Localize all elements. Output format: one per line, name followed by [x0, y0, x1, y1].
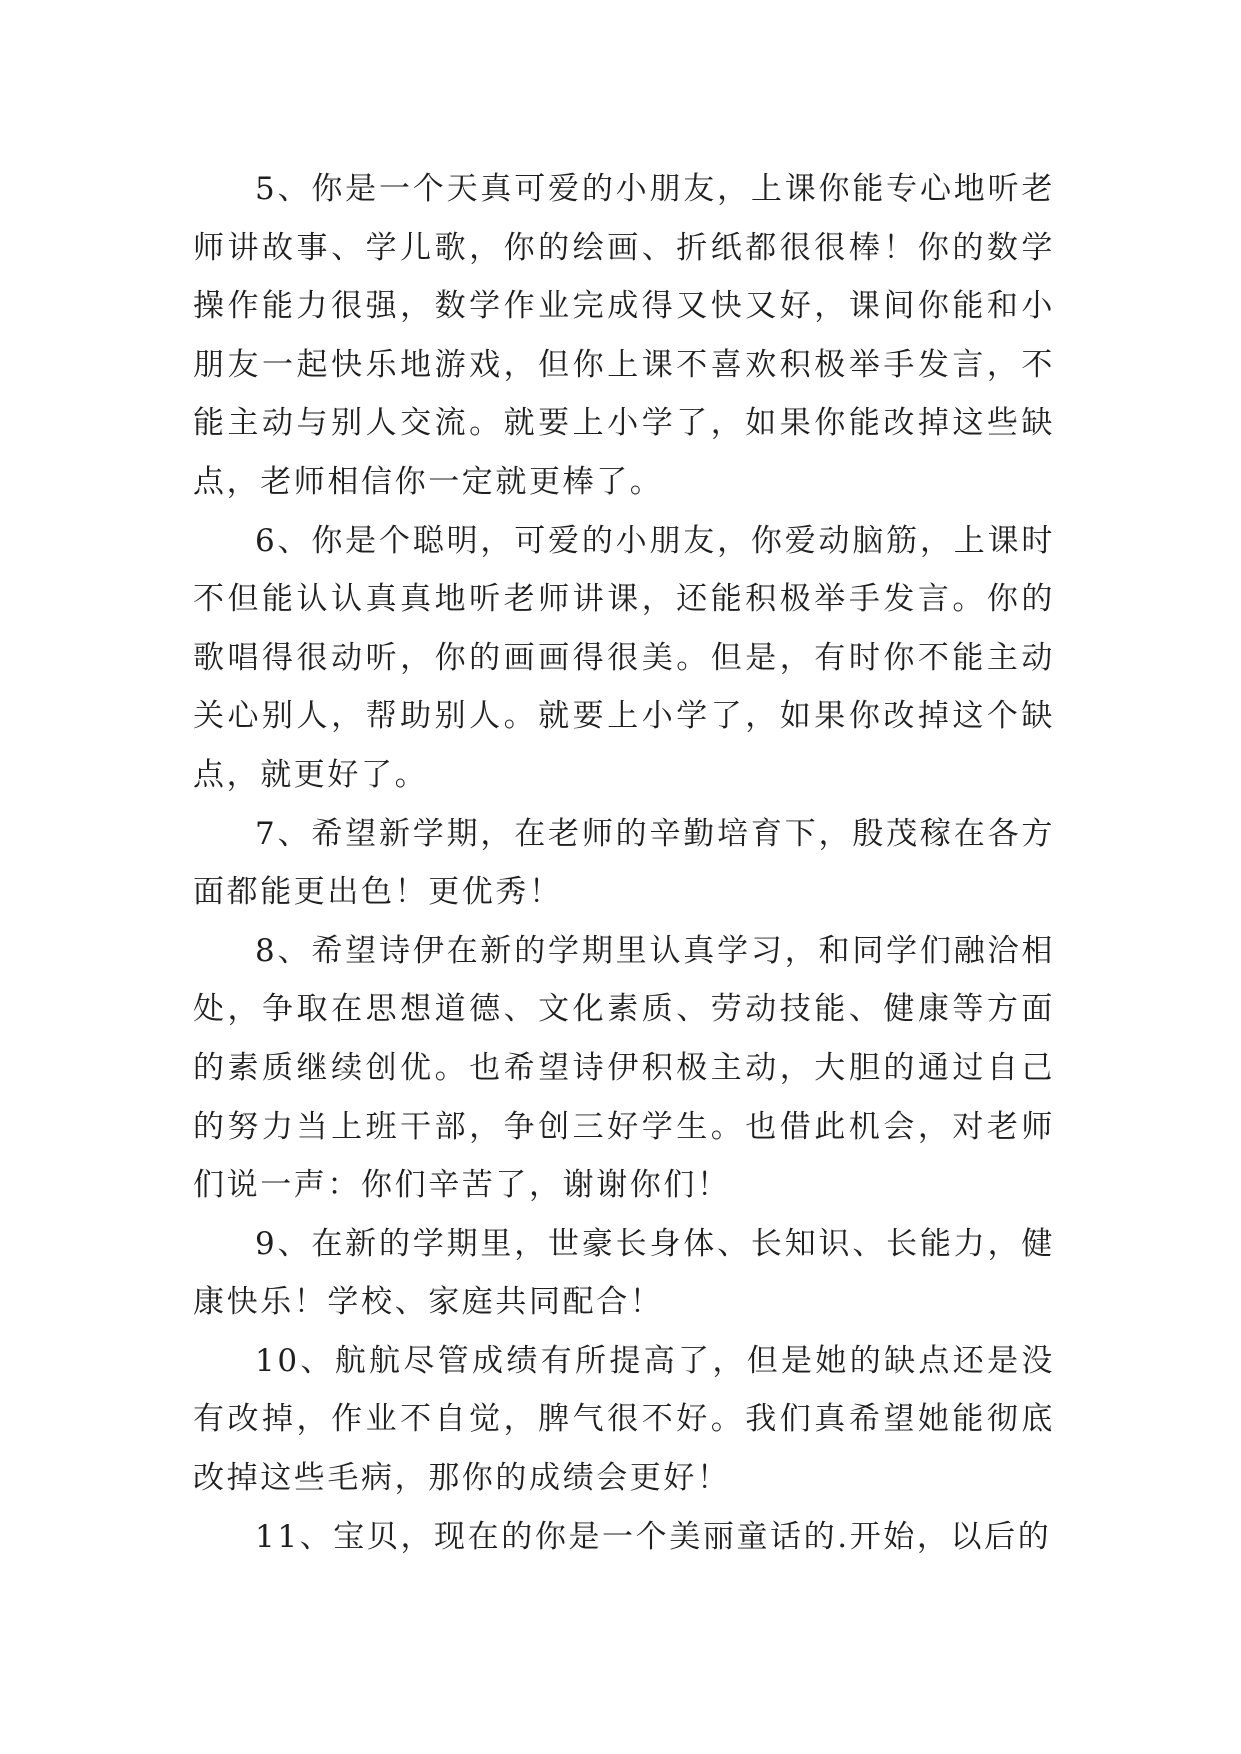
paragraph-10: 10、航航尽管成绩有所提高了，但是她的缺点还是没有改掉，作业不自觉，脾气很不好。我们真希望她能彻底改掉这些毛病，那你的成绩会更好！ — [193, 1342, 1055, 1497]
paragraph-7: 7、希望新学期，在老师的辛勤培育下，殷茂稼在各方面都能更出色！更优秀！ — [193, 815, 1055, 911]
paragraph-11: 11、宝贝，现在的你是一个美丽童话的.开始，以后的 — [255, 1518, 1052, 1555]
document-body — [193, 160, 1055, 1566]
paragraph-8: 8、希望诗伊在新的学期里认真学习，和同学们融洽相处，争取在思想道德、文化素质、劳动技能、健康等方面的素质继续创优。也希望诗伊积极主动，大胆的通过自己的努力当上班干部，争创三好学生。也借此机会，对老师们说一声：你们辛苦了，谢谢你们！ — [193, 932, 1055, 1204]
paragraph-9: 9、在新的学期里，世豪长身体、长知识、长能力，健康快乐！学校、家庭共同配合！ — [193, 1225, 1055, 1321]
paragraph-6: 6、你是个聪明，可爱的小朋友，你爱动脑筋，上课时不但能认认真真地听老师讲课，还能积极举手发言。你的歌唱得很动听，你的画画得很美。但是，有时你不能主动关心别人，帮助别人。就要上小学了，如果你改掉这个缺点，就更好了。 — [193, 522, 1055, 793]
paragraph-5: 5、你是一个天真可爱的小朋友，上课你能专心地听老师讲故事、学儿歌，你的绘画、折纸都很很棒！你的数学操作能力很强，数学作业完成得又快又好，课间你能和小朋友一起快乐地游戏，但你上课不喜欢积极举手发言，不能主动与别人交流。就要上小学了，如果你能改掉这些缺点，老师相信你一定就更棒了。 — [193, 171, 1055, 500]
